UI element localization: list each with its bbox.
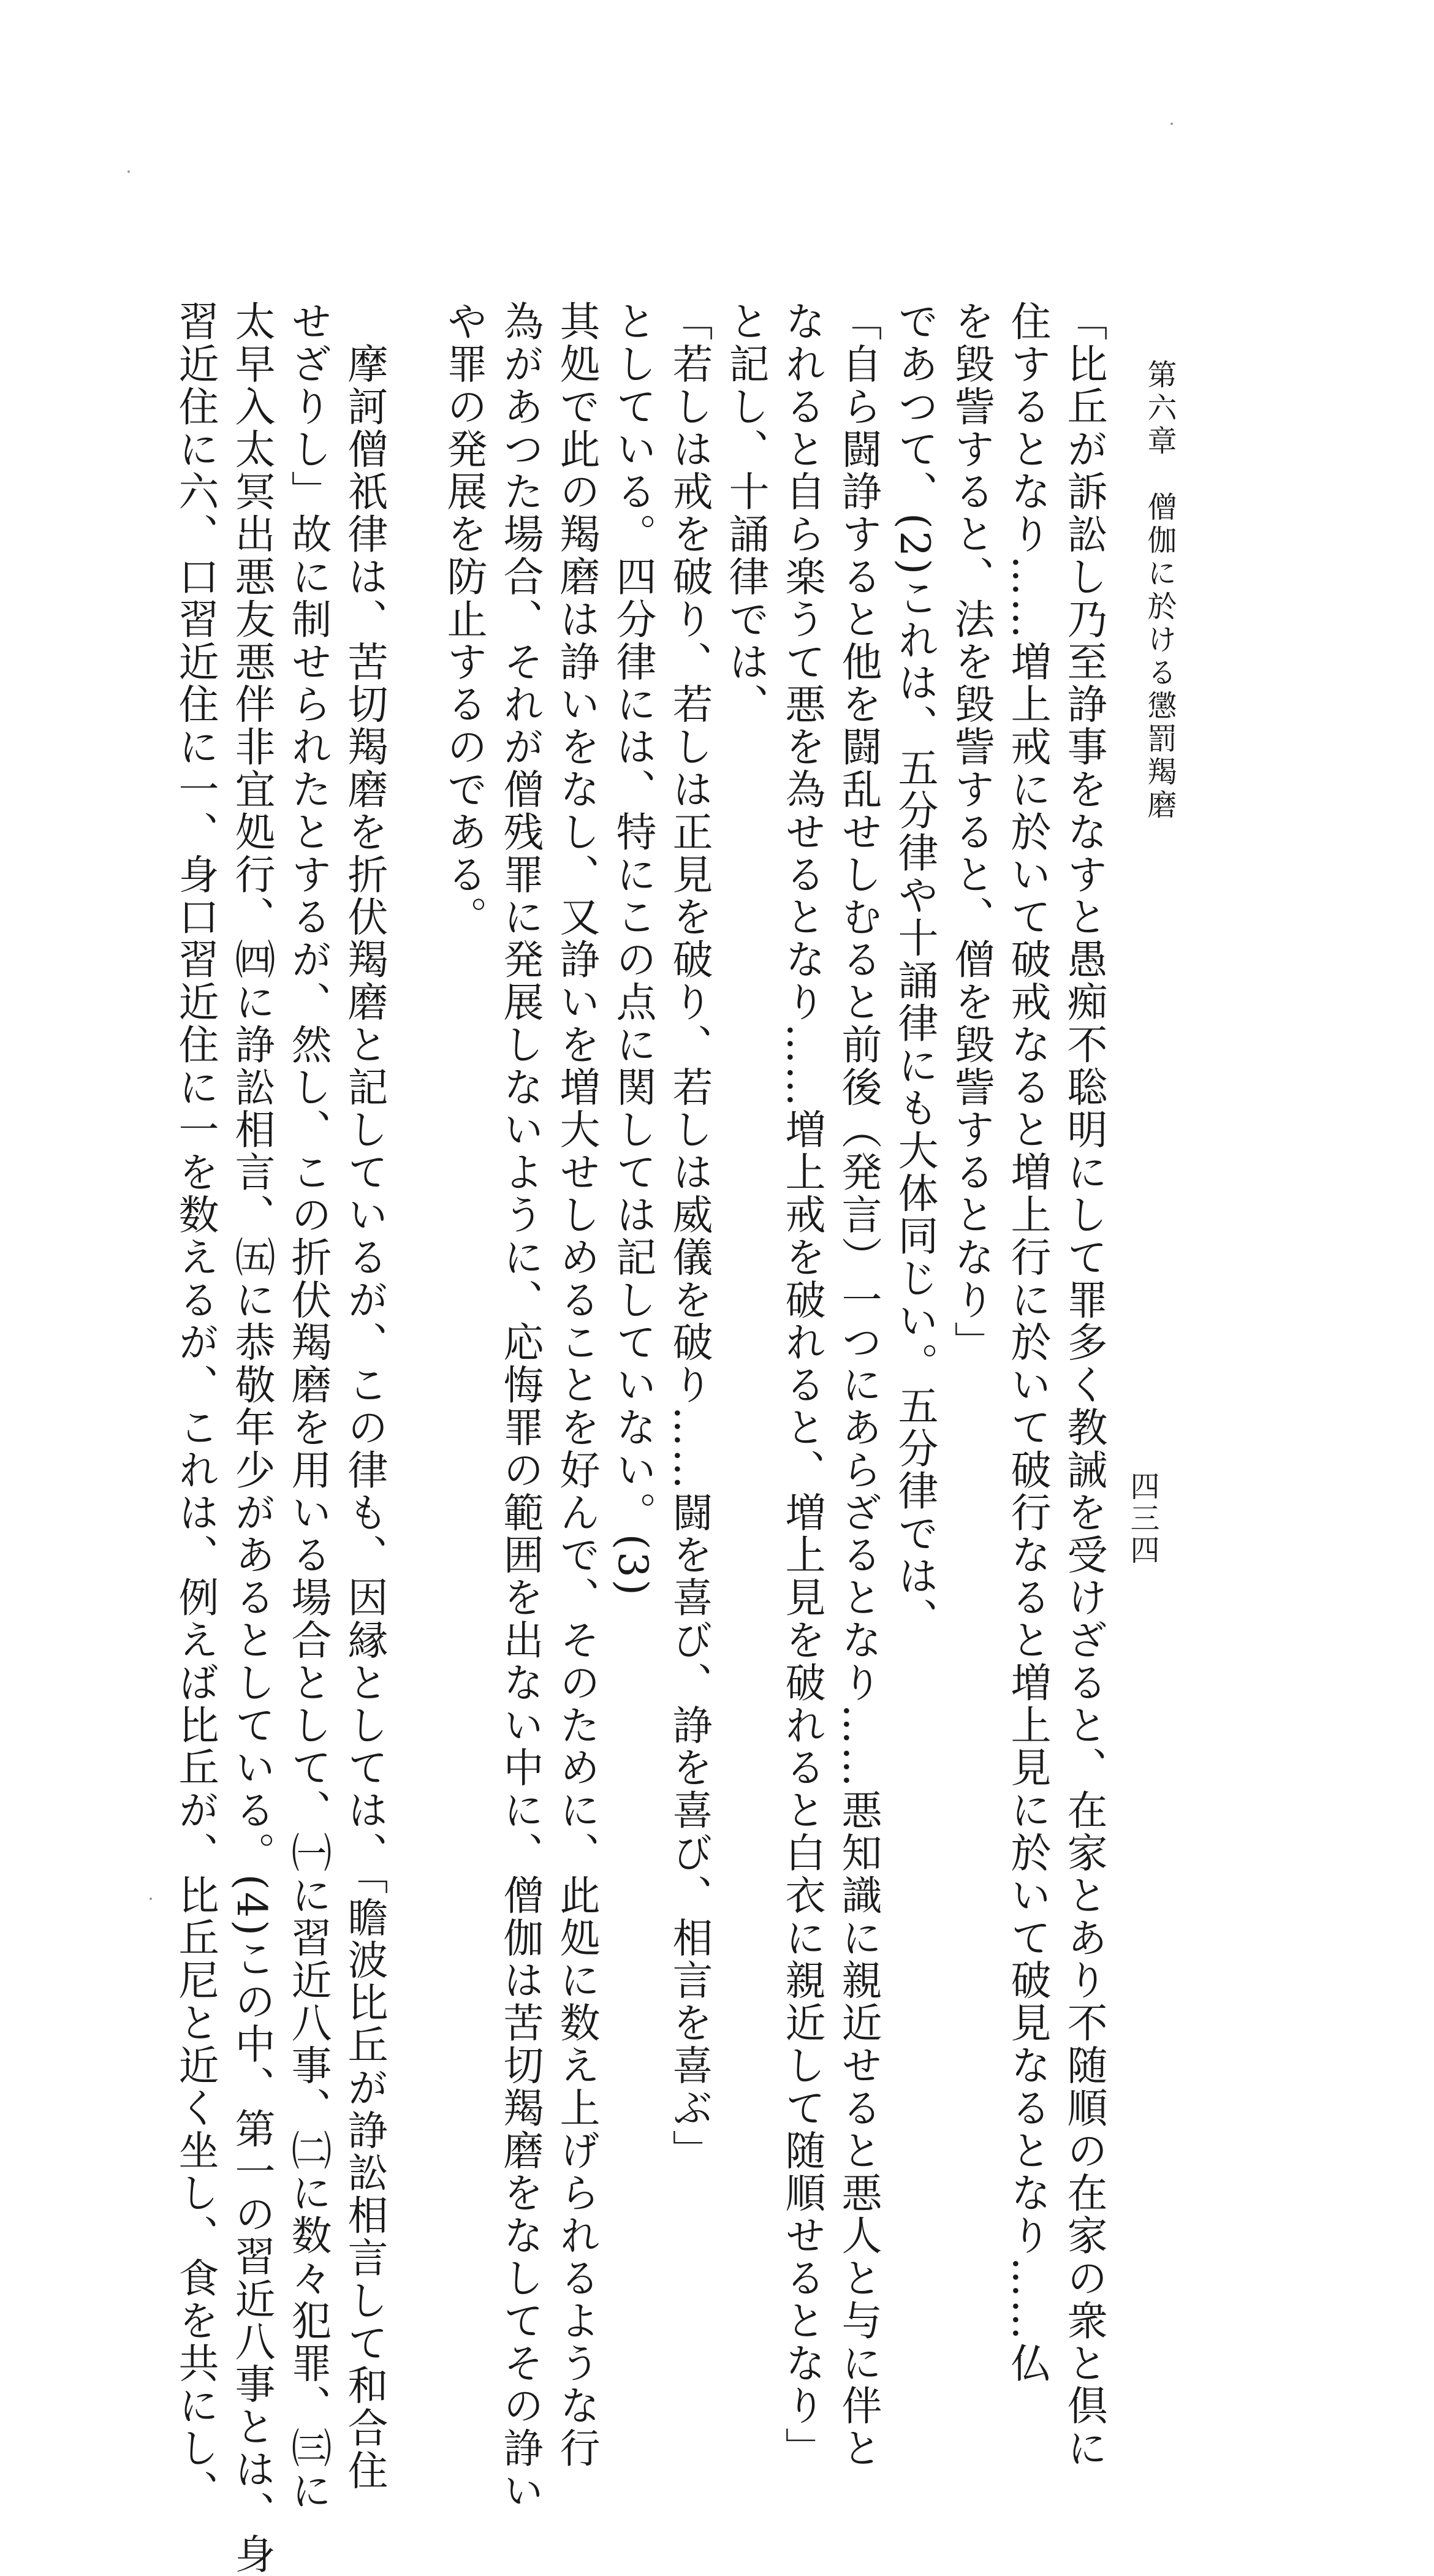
running-title: 第六章 僧伽に於ける懲罰羯磨 xyxy=(1142,359,1177,823)
text-line: 住するとなり……増上戒に於いて破戒なると増上行に於いて破行なると増上見に於いて破見なるとなり……仏 xyxy=(1004,300,1051,2385)
text-line: であつて、(2)これは、五分律や十誦律にも大体同じい。五分律では、 xyxy=(891,300,938,1640)
text-line: 習近住に六、口習近住に一、身口習近住に一を数えるが、これは、例えば比丘が、比丘尼と近く坐し、食を共にし、 xyxy=(172,300,219,2512)
text-line: や罪の発展を防止するのである。 xyxy=(440,300,487,938)
text-line: 「比丘が訴訟し乃至諍事をなすと愚痴不聡明にして罪多く教誡を受けざると、在家とあり不随順の在家の衆と倶に xyxy=(1060,300,1107,2470)
text-line: 其処で此の羯磨は諍いをなし、又諍いを増大せしめることを好んで、そのために、此処に数え上げられるような行 xyxy=(553,300,600,2470)
text-line: 太早入太冥出悪友悪伴非宜処行、㈣に諍訟相言、㈤に恭敬年少があるとしている。(4)この中、第一の習近八事とは、身 xyxy=(228,300,275,2576)
text-line: 為があつた場合、それが僧残罪に発展しないように、応悔罪の範囲を出ない中に、僧伽は苦切羯磨をなしてその諍い xyxy=(496,300,544,2512)
text-line: せざりし」故に制せられたとするが、然し、この折伏羯磨を用いる場合として、㈠に習近八事、㈡に数々犯罪、㈢に xyxy=(284,300,332,2512)
text-line: 「自ら闘諍すると他を闘乱せしむると前後（発言）一つにあらざるとなり……悪知識に親近せると悪人と与に伴と xyxy=(835,300,882,2470)
text-line: なれると自ら楽うて悪を為せるとなり……増上戒を破れると、増上見を破れると白衣に親近して随順せるとなり」 xyxy=(778,300,825,2470)
page-number: 四三四 xyxy=(1125,1471,1159,1567)
text-line: 摩訶僧祇律は、苦切羯磨を折伏羯磨と記しているが、この律も、因縁としては、「瞻波比丘が諍訟相言して和合住 xyxy=(341,300,388,2492)
scan-speck xyxy=(150,1898,152,1900)
scan-speck xyxy=(1170,123,1173,125)
text-line: としている。四分律には、特にこの点に関しては記していない。(3) xyxy=(609,300,656,1598)
text-line: 「若しは戒を破り、若しは正見を破り、若しは威儀を破り……闘を喜び、諍を喜び、相言を喜ぶ」 xyxy=(666,300,713,2172)
scan-speck xyxy=(127,170,130,173)
text-line: を毀訾すると、法を毀訾すると、僧を毀訾するとなり」 xyxy=(947,300,995,1364)
text-line: と記し、十誦律では、 xyxy=(722,300,769,726)
